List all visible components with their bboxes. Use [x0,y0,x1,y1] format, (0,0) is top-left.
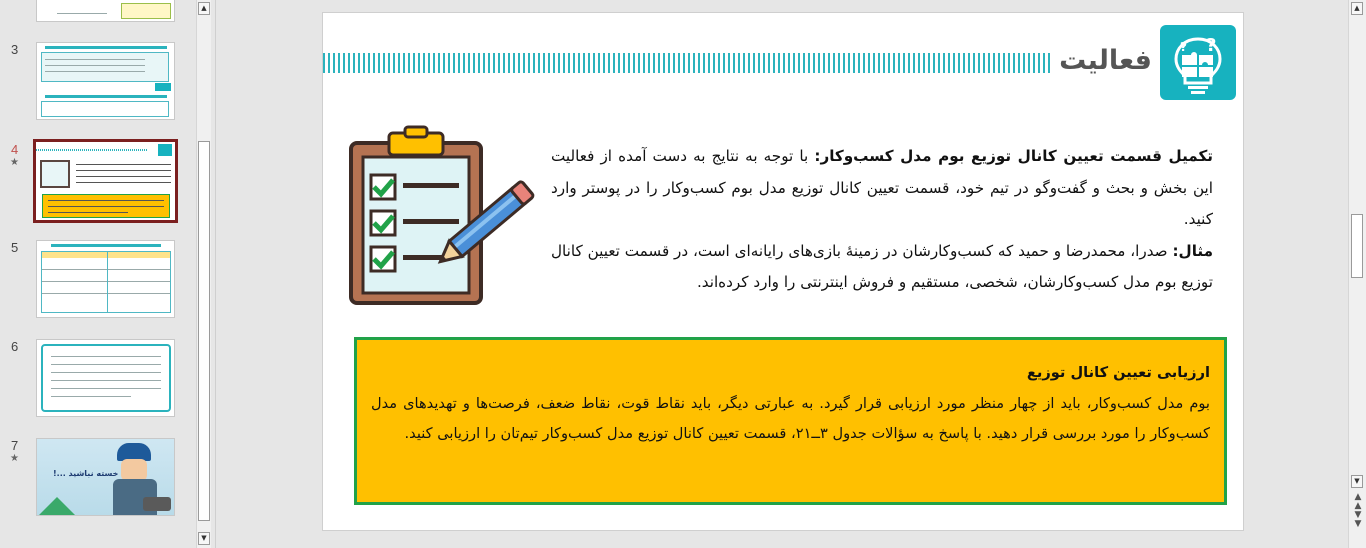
evaluation-box[interactable] [354,337,1227,505]
paragraph-2-text: صدرا، محمدرضا و حمید که کسب‌وکارشان در زمینهٔ بازی‌های رایانه‌ای است، در قسمت تعیین کانال توزیع بوم مدل کسب‌وکارشان، شخصی، مستقیم و فروش اینترنتی را وارد کرده‌اند. [551,241,1213,291]
slide-editor-area[interactable] [216,0,1348,548]
animation-star-icon: ★ [10,453,19,464]
evaluation-box-text: بوم مدل کسب‌وکار، باید از چهار منظر مورد ارزیابی قرار گیرد. به عبارتی دیگر، باید نقاط قوت، نقاط ضعف، فرصت‌ها و تهدیدهای مدل کسب‌وکار را مورد بررسی قرار دهید. با پاسخ به سؤالات جدول ۳ــ۲۱، قسمت تعیین کانال توزیع مدل کسب‌وکار تیم‌تان را ارزیابی کنید. [371,394,1210,442]
scroll-down-arrow-icon[interactable]: ▼ [1351,475,1363,488]
slide-thumbnail-5[interactable] [36,240,175,318]
scroll-down-arrow-icon[interactable]: ▼ [198,532,210,545]
slide-thumbnail-3[interactable] [36,42,175,120]
thumbnail-pane-scrollbar[interactable] [196,0,211,548]
animation-star-icon: ★ [10,157,19,168]
paragraph-1-heading: تکمیل قسمت تعیین کانال توزیع بوم مدل کسب‌وکار: [814,147,1213,165]
paragraph-1-text: با توجه به نتایج به دست آمده از فعالیت این بخش و بحث و گفت‌وگو در تیم خود، قسمت تعیین کانال توزیع مدل بوم کسب‌وکار را در پوستر وارد کنید. [551,147,1213,228]
puzzle-question-icon [1160,25,1236,100]
paragraph-2 [551,236,1213,299]
slide-thumbnail-2[interactable] [36,0,175,22]
previous-slide-icon[interactable]: ▲ ▲ [1354,492,1362,511]
paragraph-2-heading: مثال: [1172,241,1213,260]
slide-number: 3 [11,42,19,57]
scrollbar-thumb[interactable] [1351,214,1363,278]
slide-number: 5 [11,240,19,255]
header-stripe-decoration [323,53,1051,73]
slide-area-scrollbar[interactable] [1348,0,1366,548]
slide-header-title[interactable]: فعالیت [1059,45,1152,76]
slide-number: 7 [11,438,19,453]
scrollbar-thumb[interactable] [198,141,210,521]
clipboard-checklist-icon [345,125,545,307]
svg-text:?: ? [1206,34,1217,56]
slide-thumbnail-7[interactable] [36,438,175,516]
paragraph-1 [551,141,1213,236]
slide-thumbnail-pane[interactable] [0,0,196,548]
slide-thumbnail-6[interactable] [36,339,175,417]
slide-thumbnail-4[interactable] [33,139,178,223]
slide-number: 4 [11,142,19,157]
slide-body-text[interactable] [551,141,1213,299]
thumbnail-caption: خسته نباشید ...! [53,469,119,478]
slide-number: 6 [11,339,19,354]
scroll-up-arrow-icon[interactable]: ▲ [1351,2,1363,15]
evaluation-box-title: ارزیابی تعیین کانال توزیع [1026,364,1210,381]
next-slide-icon[interactable]: ▼ ▼ [1354,510,1362,529]
scroll-up-arrow-icon[interactable]: ▲ [198,2,210,15]
pencil-icon [419,175,549,275]
svg-text:?: ? [1180,39,1187,54]
slide-canvas[interactable] [322,12,1244,531]
